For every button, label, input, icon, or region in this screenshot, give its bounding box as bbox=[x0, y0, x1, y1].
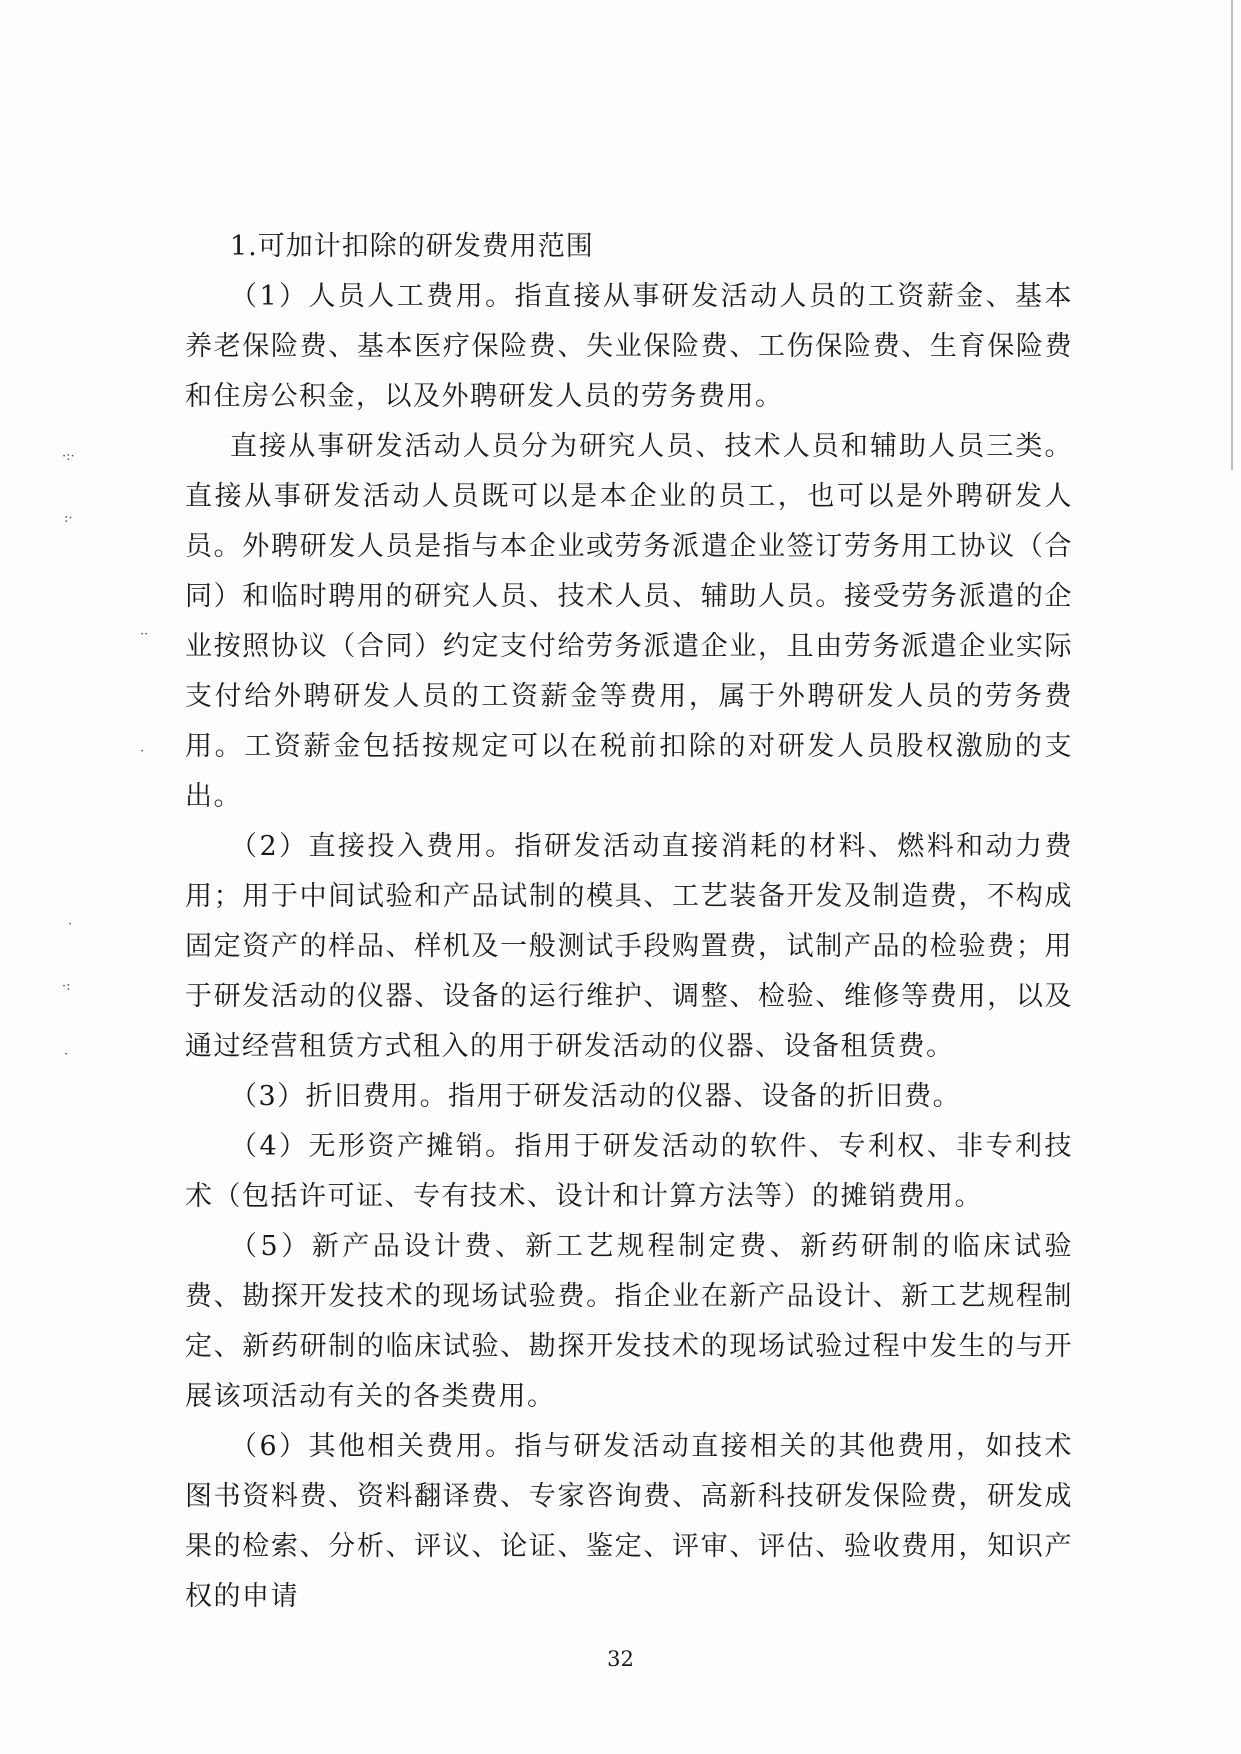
scan-speck: · bbox=[140, 744, 145, 759]
document-body bbox=[185, 222, 1073, 1622]
scan-speck: ·: bbox=[62, 979, 71, 994]
scan-speck: ·:· bbox=[62, 449, 75, 464]
scan-speck: · bbox=[68, 917, 73, 932]
scan-speck: :· bbox=[64, 511, 73, 526]
paragraph-depreciation: （3）折旧费用。指用于研发活动的仪器、设备的折旧费。 bbox=[230, 1081, 962, 1112]
paragraph-intangible-amortization: （4）无形资产摊销。指用于研发活动的软件、专利权、非专利技术（包括许可证、专有技术、设计和计算方法等）的摊销费用。 bbox=[185, 1131, 1073, 1212]
scan-speck: · bbox=[64, 1047, 69, 1062]
scan-edge-line bbox=[1231, 0, 1233, 470]
paragraph-personnel-costs: （1）人员人工费用。指直接从事研发活动人员的工资薪金、基本养老保险费、基本医疗保险费、失业保险费、工伤保险费、生育保险费和住房公积金，以及外聘研发人员的劳务费用。 bbox=[185, 281, 1073, 412]
paragraph-direct-input-costs: （2）直接投入费用。指研发活动直接消耗的材料、燃料和动力费用；用于中间试验和产品试制的模具、工艺装备开发及制造费，不构成固定资产的样品、样机及一般测试手段购置费，试制产品的检验费；用于研发活动的仪器、设备的运行维护、调整、检验、维修等费用，以及通过经营租赁方式租入的用于研发活动的仪器、设备租赁费。 bbox=[185, 831, 1073, 1062]
scan-speck: ·· bbox=[140, 627, 149, 642]
section-title: 1.可加计扣除的研发费用范围 bbox=[230, 231, 594, 262]
paragraph-other-costs: （6）其他相关费用。指与研发活动直接相关的其他费用，如技术图书资料费、资料翻译费、专家咨询费、高新科技研发保险费，研发成果的检索、分析、评议、论证、鉴定、评审、评估、验收费用，知识产权的申请 bbox=[185, 1431, 1073, 1612]
paragraph-personnel-details: 直接从事研发活动人员分为研究人员、技术人员和辅助人员三类。直接从事研发活动人员既可以是本企业的员工，也可以是外聘研发人员。外聘研发人员是指与本企业或劳务派遣企业签订劳务用工协议（合同）和临时聘用的研究人员、技术人员、辅助人员。接受劳务派遣的企业按照协议（合同）约定支付给劳务派遣企业，且由劳务派遣企业实际支付给外聘研发人员的工资薪金等费用，属于外聘研发人员的劳务费用。工资薪金包括按规定可以在税前扣除的对研发人员股权激励的支出。 bbox=[185, 431, 1073, 812]
paragraph-new-product-design: （5）新产品设计费、新工艺规程制定费、新药研制的临床试验费、勘探开发技术的现场试验费。指企业在新产品设计、新工艺规程制定、新药研制的临床试验、勘探开发技术的现场试验过程中发生的与开展该项活动有关的各类费用。 bbox=[185, 1231, 1073, 1412]
page-number: 32 bbox=[607, 1647, 634, 1671]
